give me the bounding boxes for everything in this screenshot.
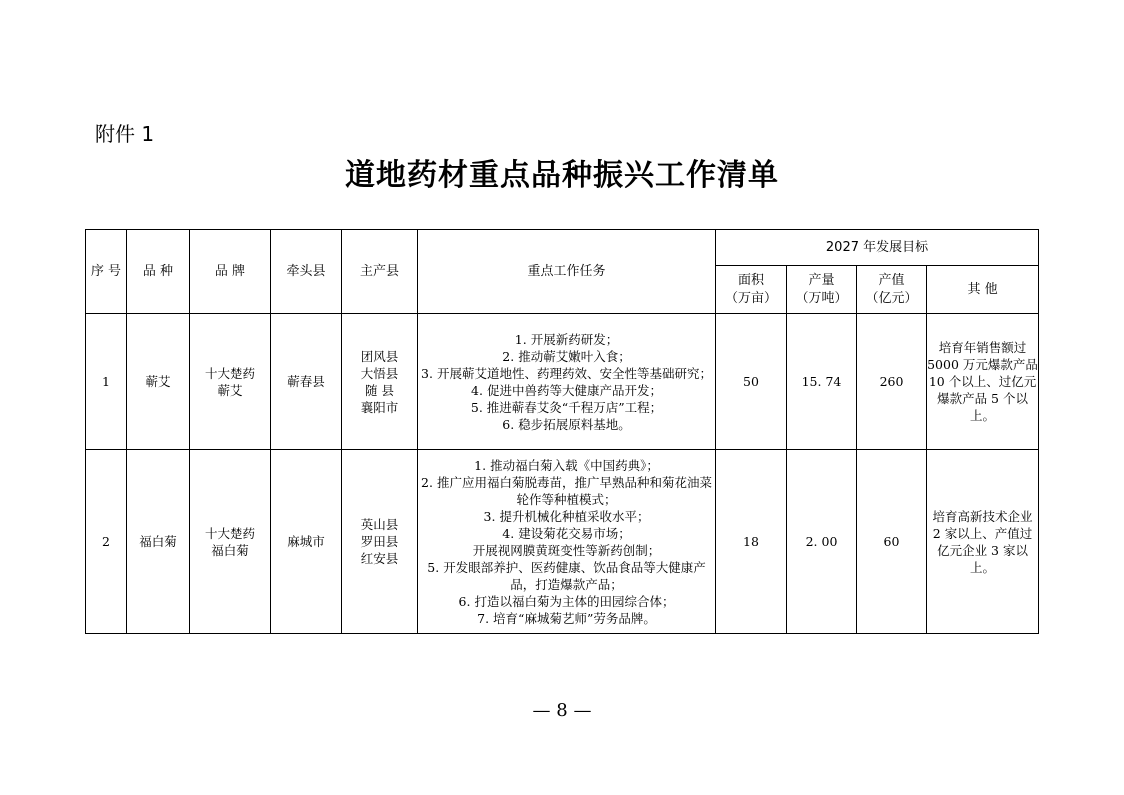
header-value bbox=[857, 266, 927, 314]
row-main-counties bbox=[342, 314, 418, 450]
task-item: 5. 推进蕲春艾灸“千程万店”工程； bbox=[470, 399, 663, 415]
row-variety: 蕲艾 bbox=[127, 314, 190, 450]
row-output: 2. 00 bbox=[787, 450, 857, 634]
header-key-tasks: 重点工作任务 bbox=[418, 230, 716, 314]
brand-line: 福白菊 bbox=[211, 542, 249, 558]
brand-line: 蕲艾 bbox=[217, 382, 243, 398]
row-output: 15. 74 bbox=[787, 314, 857, 450]
row-value: 60 bbox=[857, 450, 927, 634]
row-area: 18 bbox=[716, 450, 787, 634]
county-line: 英山县 bbox=[360, 517, 399, 532]
row-other: 培育年销售额过5000 万元爆款产品 10 个以上、过亿元爆款产品 5 个以上。 bbox=[927, 314, 1039, 450]
row-other: 培育高新技术企业 2 家以上、产值过亿元企业 3 家以上。 bbox=[927, 450, 1039, 634]
header-output-line2: （万吨） bbox=[795, 290, 848, 306]
county-line: 襄阳市 bbox=[360, 399, 399, 415]
header-goal-group: 2027 年发展目标 bbox=[716, 230, 1039, 266]
task-item: 1. 推动福白菊入载《中国药典》； bbox=[474, 457, 659, 473]
row-area: 50 bbox=[716, 314, 787, 450]
header-brand: 品 牌 bbox=[190, 230, 271, 314]
task-item: 4. 促进中兽药等大健康产品开发； bbox=[471, 382, 662, 398]
header-area bbox=[716, 266, 787, 314]
row-variety: 福白菊 bbox=[127, 450, 190, 634]
task-item: 开展视网膜黄斑变性等新药创制； bbox=[472, 542, 661, 558]
task-item: 4. 建设菊花交易市场； bbox=[502, 525, 631, 541]
table-row bbox=[86, 314, 1039, 450]
header-lead-county: 牵头县 bbox=[271, 230, 342, 314]
task-item: 2. 推广应用福白菊脱毒苗，推广早熟品种和菊花油菜轮作等种植模式； bbox=[421, 474, 712, 507]
row-value: 260 bbox=[857, 314, 927, 450]
county-line: 罗田县 bbox=[360, 534, 399, 549]
task-item: 6. 打造以福白菊为主体的田园综合体； bbox=[458, 593, 675, 609]
task-item: 7. 培育“麻城菊艺师”劳务品牌。 bbox=[477, 610, 656, 626]
attachment-label: 附件 1 bbox=[95, 122, 155, 146]
header-output bbox=[787, 266, 857, 314]
row-tasks bbox=[418, 450, 716, 634]
row-index: 2 bbox=[86, 450, 127, 634]
county-line: 团风县 bbox=[360, 348, 399, 364]
task-item: 2. 推动蕲艾嫩叶入食； bbox=[502, 348, 631, 364]
county-line: 红安县 bbox=[360, 551, 399, 566]
header-area-line1: 面积 bbox=[737, 272, 764, 288]
header-area-line2: （万亩） bbox=[724, 290, 777, 306]
row-lead-county: 麻城市 bbox=[271, 450, 342, 634]
header-variety: 品 种 bbox=[127, 230, 190, 314]
task-item: 6. 稳步拓展原料基地。 bbox=[502, 416, 631, 432]
row-lead-county: 蕲春县 bbox=[271, 314, 342, 450]
header-row-1 bbox=[86, 230, 1039, 266]
work-list-table bbox=[85, 229, 1039, 634]
row-tasks bbox=[418, 314, 716, 450]
task-item: 3. 提升机械化种植采收水平； bbox=[483, 508, 650, 524]
brand-line: 十大楚药 bbox=[204, 365, 255, 381]
task-item: 1. 开展新药研发； bbox=[514, 331, 619, 347]
page-number: — 8 — bbox=[532, 700, 592, 721]
header-main-counties: 主产县 bbox=[342, 230, 418, 314]
document-title: 道地药材重点品种振兴工作清单 bbox=[345, 158, 779, 193]
row-main-counties bbox=[342, 450, 418, 634]
row-brand bbox=[190, 450, 271, 634]
task-item: 3. 开展蕲艾道地性、药理药效、安全性等基础研究； bbox=[421, 365, 712, 381]
header-output-line1: 产量 bbox=[808, 272, 835, 288]
brand-line: 十大楚药 bbox=[204, 525, 255, 541]
row-index: 1 bbox=[86, 314, 127, 450]
task-item: 5. 开发眼部养护、医药健康、饮品食品等大健康产品，打造爆款产品； bbox=[427, 559, 706, 592]
county-line: 大悟县 bbox=[360, 365, 399, 381]
header-value-line2: （亿元） bbox=[865, 290, 918, 306]
county-line: 随 县 bbox=[365, 382, 394, 398]
table-row bbox=[86, 450, 1039, 634]
header-value-line1: 产值 bbox=[878, 272, 905, 288]
row-brand bbox=[190, 314, 271, 450]
header-index: 序 号 bbox=[86, 230, 127, 314]
header-other: 其 他 bbox=[927, 266, 1039, 314]
